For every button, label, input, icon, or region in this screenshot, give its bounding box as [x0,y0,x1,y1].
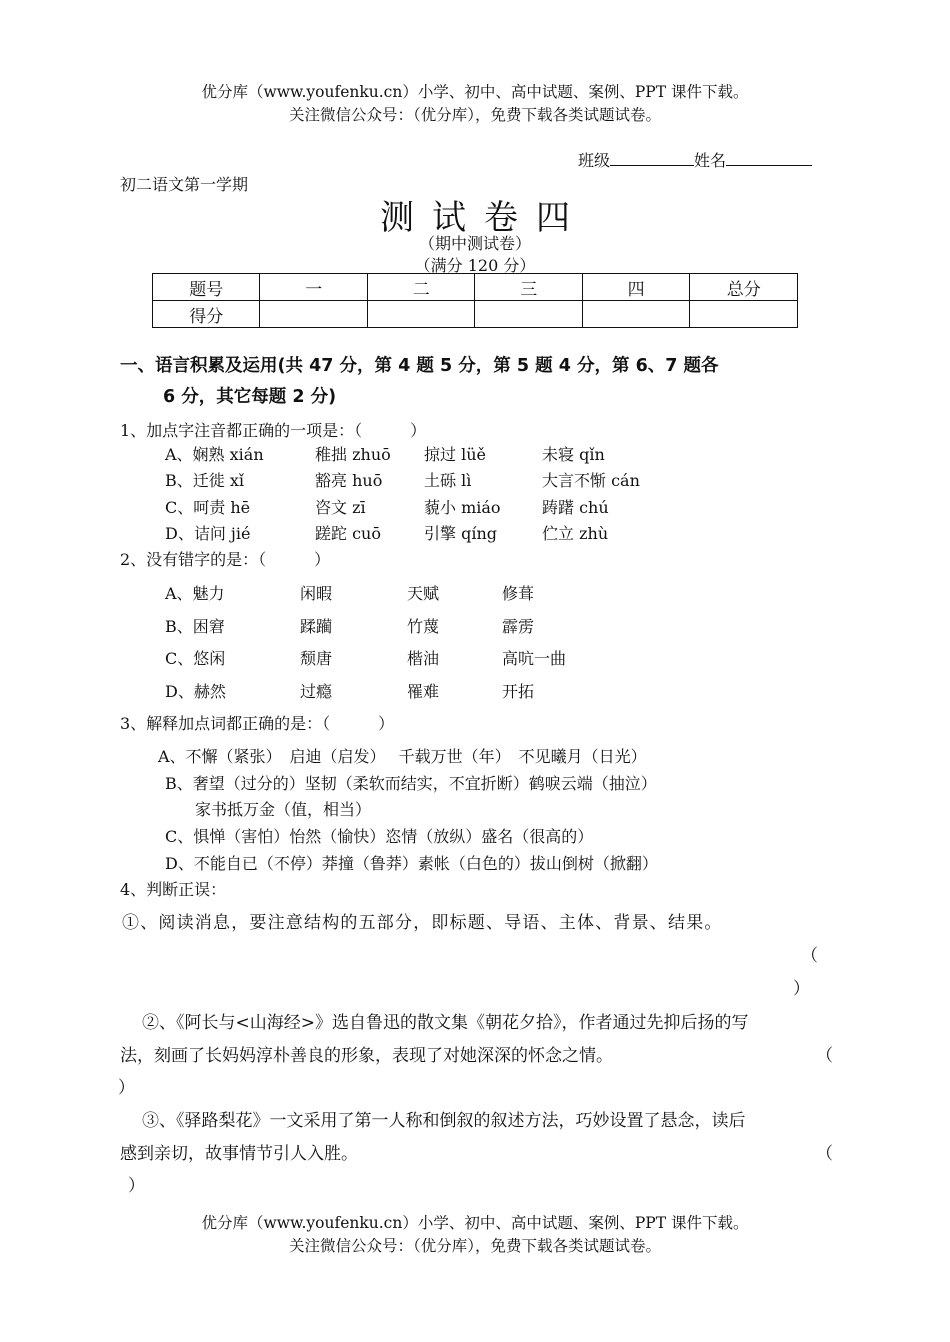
option-cell: 稚拙 zhuō [315,445,391,464]
name-blank[interactable] [726,150,812,166]
score-table-cell: 三 [475,274,582,301]
subtitle-midterm: （期中测试卷） [418,234,531,253]
answer-paren-close: ） [128,1176,145,1196]
question-4-stem: 4、判断正误： [120,880,227,899]
score-table-header-row [153,274,798,301]
score-input-cell[interactable] [260,301,367,328]
class-blank[interactable] [610,150,694,166]
answer-paren-open[interactable]: （ [816,1144,833,1164]
option-cell: 开拓 [502,682,535,701]
question-3-option-b-cont: 家书抵万金（值，相当） [195,800,372,819]
class-label: 班级 [578,151,611,170]
score-input-cell[interactable] [367,301,474,328]
statement-3: ③、《驿路梨花》一文采用了第一人称和倒叙的叙述方法，巧妙设置了悬念，读后 [142,1111,746,1131]
option-cell: 土砾 lì [424,471,472,490]
answer-paren-close: ） [118,1078,135,1098]
score-input-cell[interactable] [582,301,689,328]
question-2-stem: 2、没有错字的是：（ ） [120,550,331,569]
score-table-cell: 二 [367,274,474,301]
option-cell: A、魅力 [165,584,225,603]
option-cell: 藐小 miáo [424,498,501,517]
option-cell: 引擎 qíng [424,524,497,543]
name-label: 姓名 [694,151,727,170]
statement-1: ①、阅读消息，要注意结构的五部分，即标题、导语、主体、背景、结果。 [122,913,723,933]
question-3-option-a: A、不懈（紧张） 启迪（启发） 千载万世（年） 不见曦月（日光） [158,747,647,766]
option-cell: 颓唐 [300,649,333,668]
option-cell: 竹蔑 [407,617,440,636]
option-cell: 过瘾 [300,682,333,701]
question-3-option-b: B、奢望（过分的）坚韧（柔软而结实，不宜折断）鹤唳云端（抽泣） [165,774,657,793]
option-cell: 霹雳 [502,617,535,636]
answer-paren-open[interactable]: （ [816,1046,833,1066]
answer-paren-open[interactable]: （ [801,946,818,966]
score-table [152,273,798,328]
answer-paren-close: ） [793,979,810,999]
statement-3-cont: 感到亲切，故事情节引人入胜。 [120,1144,358,1164]
score-table-cell: 一 [260,274,367,301]
option-cell: 修葺 [502,584,535,603]
option-cell: A、娴熟 xián [165,445,264,464]
footer-line-2: 关注微信公众号：（优分库），免费下载各类试题试卷。 [288,1237,661,1255]
option-cell: 咨文 zī [315,498,366,517]
score-table-cell: 总分 [690,274,798,301]
question-3-option-c: C、惧惮（害怕）怡然（愉快）恣情（放纵）盛名（很高的） [165,827,594,846]
option-cell: B、迁徙 xǐ [165,471,244,490]
score-table-cell: 四 [582,274,689,301]
option-cell: 未寝 qǐn [542,445,605,464]
option-cell: 楷油 [407,649,440,668]
option-cell: 天赋 [407,584,440,603]
class-name-fields [578,148,812,171]
statement-2-cont: 法，刻画了长妈妈淳朴善良的形象，表现了对她深深的怀念之情。 [120,1046,613,1066]
footer-line-1: 优分库（www.youfenku.cn）小学、初中、高中试题、案例、PPT 课件下载。 [201,1214,749,1232]
score-table-score-row [153,301,798,328]
option-cell: 高吭一曲 [502,649,567,668]
question-3-option-d: D、不能自已（不停）莽撞（鲁莽）素帐（白色的）拔山倒树（掀翻） [165,854,658,873]
option-cell: 踌躇 chú [542,498,609,517]
score-input-cell[interactable] [475,301,582,328]
option-cell: D、诘问 jié [165,524,251,543]
option-cell: 罹难 [407,682,440,701]
option-cell: 蹂躏 [300,617,333,636]
option-cell: 掠过 lüě [424,445,486,464]
option-cell: 伫立 zhù [542,524,609,543]
option-cell: C、悠闲 [165,649,226,668]
score-table-cell: 题号 [153,274,260,301]
section-1-heading: 一、语言积累及运用(共 47 分，第 4 题 5 分，第 5 题 4 分，第 6、7 题各 [120,356,719,376]
header-line-1: 优分库（www.youfenku.cn）小学、初中、高中试题、案例、PPT 课件下载。 [201,83,749,101]
option-cell: 蹉跎 cuō [315,524,381,543]
header-line-2: 关注微信公众号：（优分库），免费下载各类试题试卷。 [288,106,661,124]
term-label: 初二语文第一学期 [120,175,249,194]
section-1-heading-cont: 6 分，其它每题 2 分) [163,387,337,407]
score-table-cell: 得分 [153,301,260,328]
option-cell: C、呵责 hē [165,498,251,517]
option-cell: 闲暇 [300,584,333,603]
option-cell: D、赫然 [165,682,226,701]
option-cell: 大言不惭 cán [542,471,640,490]
statement-2: ②、《阿长与<山海经>》选自鲁迅的散文集《朝花夕拾》，作者通过先抑后扬的写 [142,1013,749,1033]
page-title: 测试卷四 [380,198,588,238]
score-input-cell[interactable] [690,301,798,328]
subtitle-fullscore: （满分 120 分） [414,256,536,275]
question-1-stem: 1、加点字注音都正确的一项是：（ ） [120,421,427,440]
option-cell: B、困窘 [165,617,225,636]
question-3-stem: 3、解释加点词都正确的是：（ ） [120,714,395,733]
option-cell: 豁亮 huō [315,471,383,490]
